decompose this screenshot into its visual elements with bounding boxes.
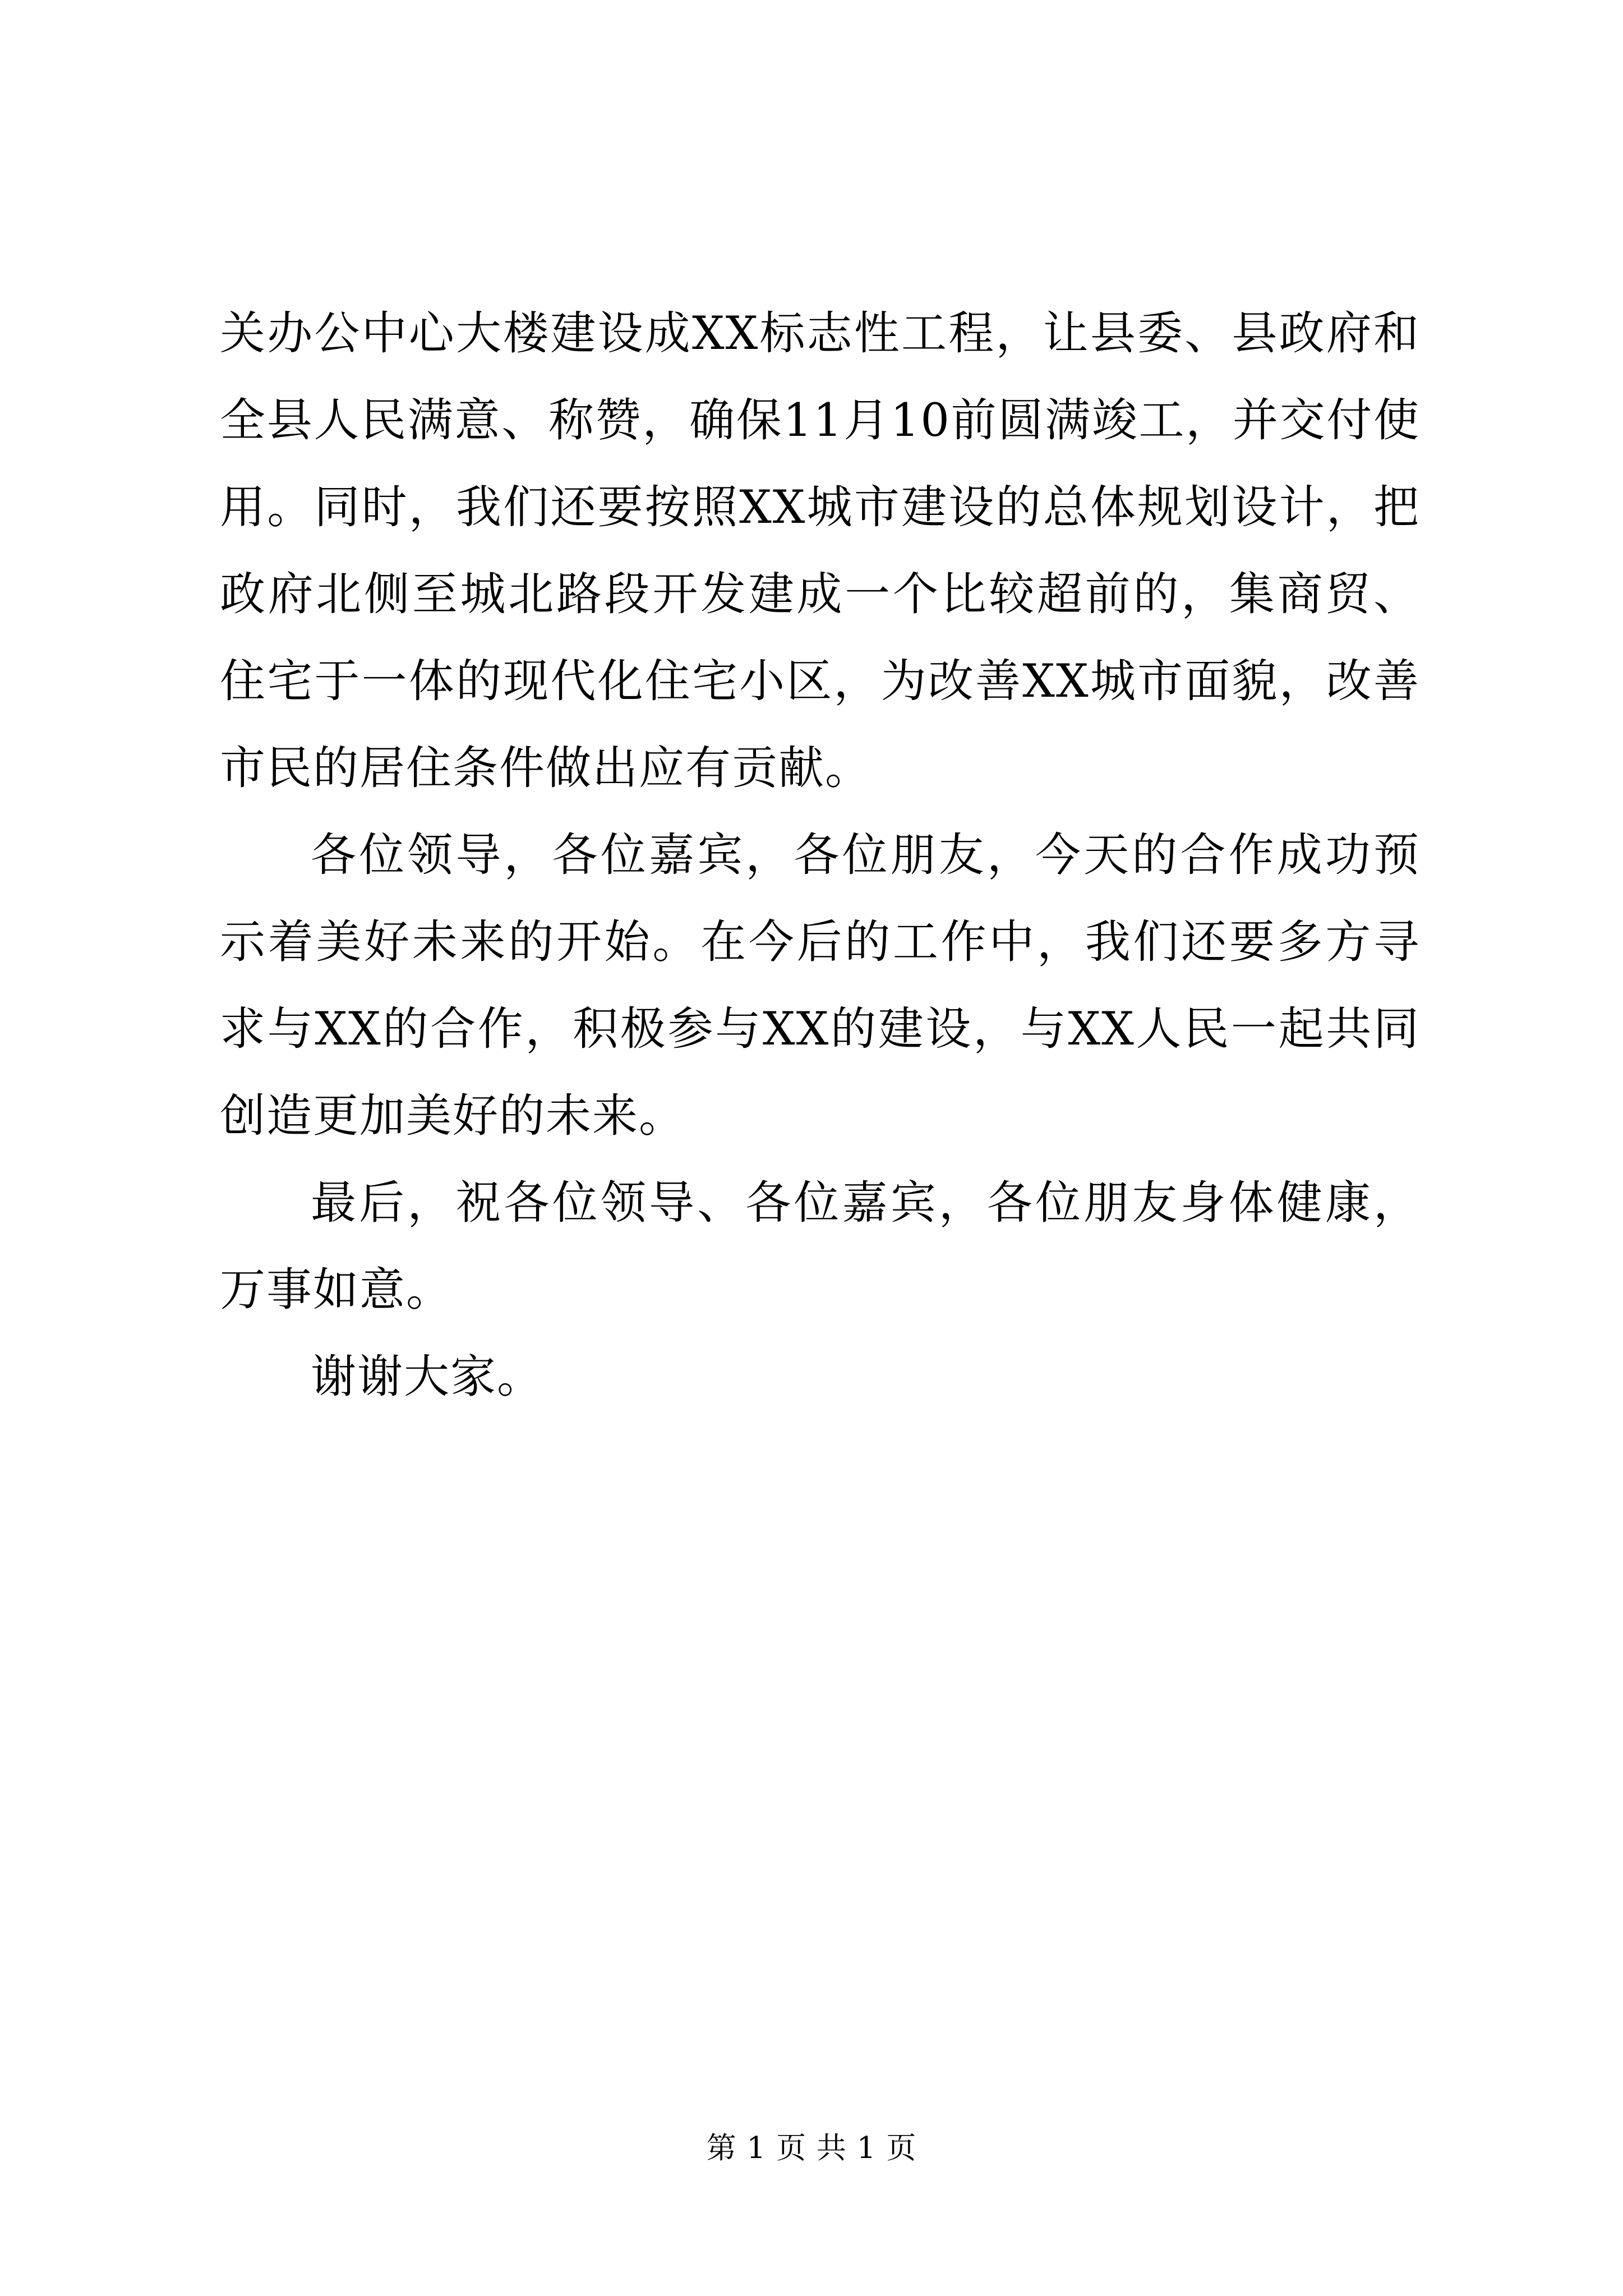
paragraph-thanks: 谢谢大家。 [311,1351,544,1404]
page-footer: 第 1 页 共 1 页 [706,2131,917,2165]
document-body [220,291,1420,1421]
paragraph-construction-plan: 关办公中心大楼建设成XX标志性工程，让县委、县政府和全县人民满意、称赞，确保11月10前圆满竣工，并交付使用。同时，我们还要按照XX城市建设的总体规划设计，把政府北侧至城北路段开发建成一个比较超前的，集商贸、住宅于一体的现代化住宅小区，为改善XX城市面貌，改善市民的居住条件做出应有贡献。 [220,307,1420,795]
paragraph-cooperation-outlook: 各位领导，各位嘉宾，各位朋友，今天的合作成功预示着美好未来的开始。在今后的工作中，我们还要多方寻求与XX的合作，积极参与XX的建设，与XX人民一起共同创造更加美好的未来。 [220,829,1420,1143]
paragraph-closing-wishes: 最后，祝各位领导、各位嘉宾，各位朋友身体健康，万事如意。 [220,1177,1420,1317]
